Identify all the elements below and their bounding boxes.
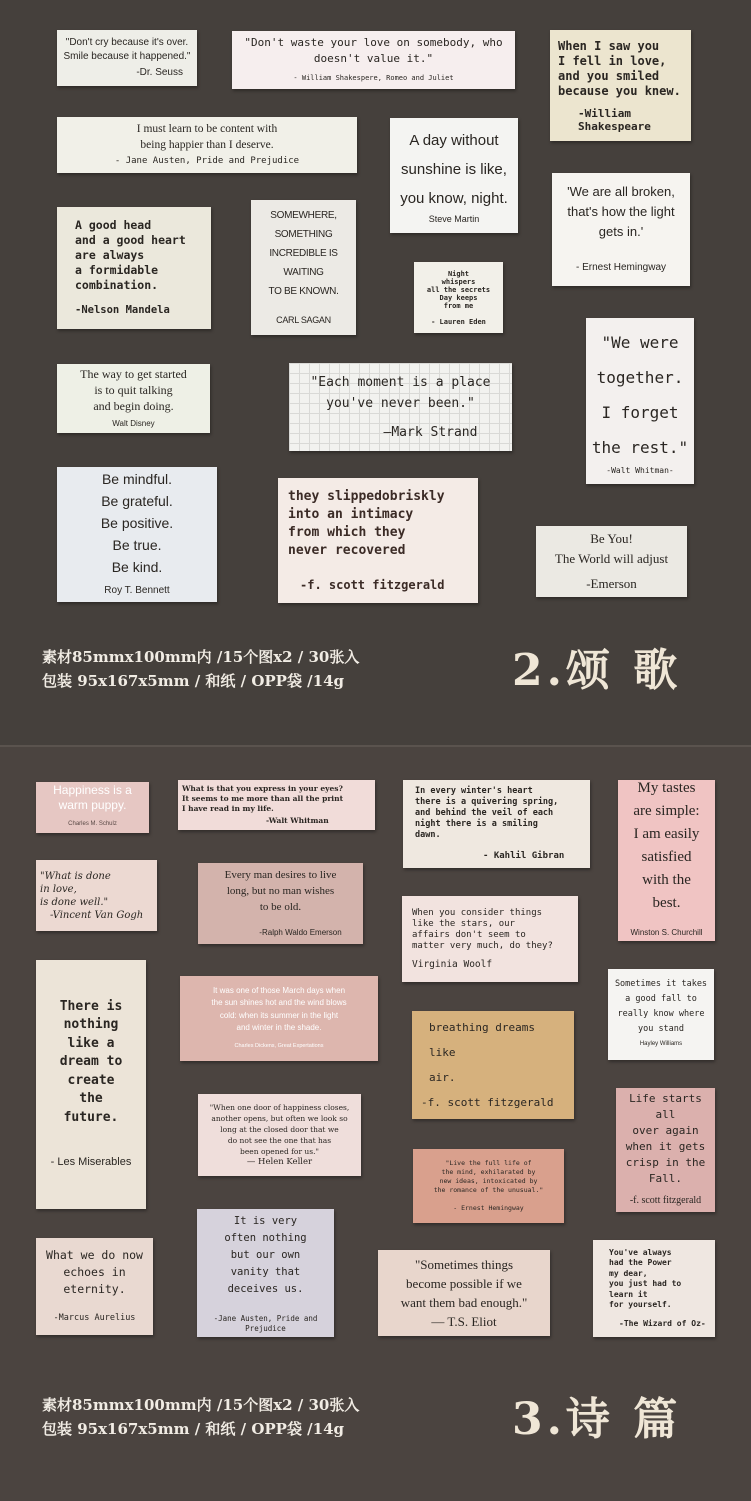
sticker-dickens [180,976,378,1061]
sticker-lauren-eden [414,262,503,333]
sticker-quote: What is that you express in your eyes? It seems to me more than all the print I have read in my life. [182,784,344,813]
sticker-author: Charles M. Schulz [68,821,117,827]
sticker-shakespeare-1 [232,31,515,89]
sticker-mark-strand [289,363,512,451]
sticker-quote: What we do now echoes in eternity. [46,1247,143,1296]
sticker-austen-2 [197,1209,334,1337]
sticker-author: -Ralph Waldo Emerson [259,927,342,937]
sticker-author: -Walt Whitman [266,816,329,825]
sticker-schulz [36,782,149,833]
sticker-fitzgerald-2 [412,1011,574,1119]
sticker-author: - Les Miserables [50,1156,132,1168]
sticker-author: -The Wizard of Oz- [619,1318,706,1328]
sticker-gibran [403,780,590,868]
sticker-wizard-of-oz [593,1240,715,1337]
sticker-quote: "What is done in love, is done well." [40,870,111,908]
sticker-quote: they slippedobriskly into an intimacy from which they never recovered [288,488,445,558]
sticker-author: Winston S. Churchill [630,928,703,937]
sticker-bennett [57,467,217,602]
sticker-quote: I must learn to be content with being happier than I deserve. [136,123,278,151]
sticker-woolf [402,896,578,982]
sticker-fitzgerald-1 [278,478,478,603]
sticker-author: - Jane Austen, Pride and Prejudice [114,156,300,166]
sticker-quote: In every winter's heart there is a quivering spring, and behind the veil of each night there is a smiling dawn. [415,786,559,840]
sticker-quote: "Don't cry because it's over. Smile because it happened." [63,37,191,62]
sticker-author: -Vincent Van Gogh [50,909,144,921]
sticker-hayley-williams [608,969,714,1060]
sticker-author: -Walt Whitman- [606,466,674,475]
sticker-quote: Night whispers all the secrets Day keeps from me [426,269,491,310]
sticker-author: -f. scott fitzgerald [421,1096,554,1109]
sticker-author: - Lauren Eden [431,317,486,326]
section-title: 2.颂 歌 [512,645,682,696]
sticker-hemingway-2 [413,1149,564,1223]
sticker-author: -Jane Austen, Pride and Prejudice [213,1313,318,1333]
sticker-author: Roy T. Bennett [104,584,170,596]
sticker-hemingway-1 [552,173,690,286]
sticker-author: —Mark Strand [383,424,478,440]
sticker-quote: "Sometimes things become possible if we want them bad enough." [400,1257,528,1310]
sticker-author: -William Shakespeare [578,106,651,133]
sticker-quote: "Don't waste your love on somebody, who doesn't value it." [244,35,503,65]
sticker-quote: Sometimes it takes a good fall to really know where you stand [614,979,708,1034]
sticker-quote: SOMEWHERE, SOMETHING INCREDIBLE IS WAITING TO BE KNOWN. [268,209,339,297]
sticker-ts-eliot [378,1250,550,1336]
sticker-quote: "Live the full life of the mind, exhilarated by new ideas, intoxicated by the romance of the unusual." [433,1159,544,1194]
sticker-austen-1 [57,117,357,173]
sticker-quote: The way to get started is to quit talking and begin doing. [80,366,187,413]
sticker-quote: breathing dreams like air. [429,1021,535,1084]
sticker-steve-martin [390,118,518,233]
sticker-van-gogh [36,860,157,931]
sticker-author: Hayley Williams [639,1041,683,1047]
sticker-quote: A day without sunshine is like, you know, night. [400,132,508,207]
sticker-emerson-1 [536,526,687,597]
sticker-author: CARL SAGAN [276,314,331,325]
section-title: 3.诗 篇 [512,1394,682,1445]
sticker-author: Steve Martin [428,214,480,224]
sticker-quote: It was one of those March days when the sun shines hot and the wind blows cold: when its summer in the light and winter in the shade. [211,985,347,1033]
sticker-author: - Kahlil Gibran [483,851,565,861]
sticker-author: Charles Dickens, Great Expertations [234,1042,324,1049]
sticker-author: Walt Disney [112,418,155,428]
sticker-author: -f. scott fitzgerald [300,577,445,592]
sticker-churchill [618,780,715,941]
sticker-author: -Emerson [586,576,637,591]
sticker-les-miserables [36,960,146,1209]
section-divider [0,745,751,747]
sticker-quote: A good head and a good heart are always a formidable combination. [75,218,186,292]
sticker-quote: My tastes are simple: I am easily satisfied with the best. [633,780,700,911]
product-spec: 素材85mmx100mm内 /15个图x2 / 30张入 包装 95x167x5mm / 和纸 / OPP袋 /14g [42,648,360,690]
sticker-mandela [57,207,211,329]
sticker-quote: "We were together. I forget the rest." [591,333,689,457]
sticker-quote: "Each moment is a place you've never been." [310,374,491,411]
sticker-author: -Marcus Aurelius [53,1312,136,1323]
sticker-quote: When you consider things like the stars, our affairs don't seem to matter very much, do they? [412,908,553,951]
sticker-sagan [251,200,356,335]
sticker-author: — T.S. Eliot [431,1314,497,1329]
sticker-author: Virginia Woolf [412,959,493,970]
sticker-quote: When I saw you I fell in love, and you smiled because you knew. [558,38,681,98]
sticker-author: -f. scott fitzgerald [629,1195,702,1206]
sticker-disney [57,364,210,433]
sticker-shakespeare-2 [550,30,691,141]
sticker-quote: Happiness is a warm puppy. [53,783,132,812]
sticker-quote: You've always had the Power my dear, you just had to learn it for yourself. [609,1247,682,1310]
sticker-whitman-1 [586,318,694,484]
sticker-marcus-aurelius [36,1238,153,1335]
sticker-quote: "When one door of happiness closes, another opens, but often we look so long at the closed door that we do not see the one that has been opened for us." [209,1103,350,1156]
sticker-author: - Ernest Hemingway [453,1204,524,1212]
sticker-seuss [57,30,197,86]
sticker-quote: Be mindful. Be grateful. Be positive. Be true. Be kind. [100,470,174,575]
sticker-fitzgerald-3 [616,1088,715,1212]
sticker-author: - William Shakespere, Romeo and Juliet [293,73,454,82]
sticker-author: — Helen Keller [246,1157,313,1167]
sticker-quote: There is nothing like a dream to create the future. [59,998,123,1125]
sticker-quote: Every man desires to live long, but no man wishes to be old. [224,868,337,913]
sticker-quote: Be You! The World will adjust [554,531,669,566]
sticker-author: -Dr. Seuss [136,67,183,78]
sticker-quote: Life starts all over again when it gets crisp in the Fall. [625,1092,706,1185]
sticker-helen-keller [198,1094,361,1176]
sticker-quote: It is very often nothing but our own vanity that deceives us. [224,1214,307,1295]
sticker-quote: 'We are all broken, that's how the light gets in.' [567,183,675,239]
sticker-whitman-2 [178,780,375,830]
sticker-author: - Ernest Hemingway [575,261,667,273]
product-spec: 素材85mmx100mm内 /15个图x2 / 30张入 包装 95x167x5mm / 和纸 / OPP袋 /14g [42,1396,360,1438]
sticker-emerson-2 [198,863,363,944]
sticker-author: -Nelson Mandela [75,304,170,316]
